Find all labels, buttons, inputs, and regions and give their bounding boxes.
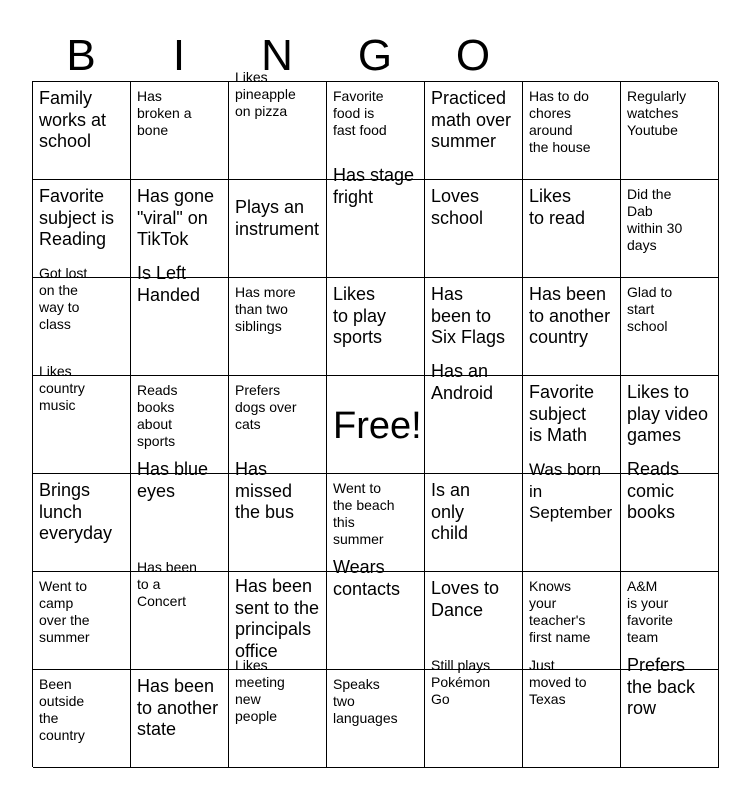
header-letter-o: O <box>455 31 491 80</box>
bingo-cell[interactable] <box>621 82 719 180</box>
cell-text: Glad to start school <box>627 284 673 334</box>
cell-text: Has stage fright <box>333 165 415 207</box>
cell-text: Has to do chores around the house <box>529 88 591 155</box>
bingo-cell[interactable] <box>523 278 621 376</box>
bingo-cell[interactable] <box>33 474 131 572</box>
bingo-cell[interactable] <box>229 459 327 572</box>
cell-text: Been outside the country <box>39 676 85 743</box>
bingo-cell[interactable] <box>229 278 327 376</box>
bingo-cell[interactable] <box>229 69 327 180</box>
bingo-cell[interactable] <box>621 459 719 572</box>
cell-text: Has broken a bone <box>137 88 192 138</box>
bingo-cell[interactable] <box>621 655 719 768</box>
bingo-cell[interactable] <box>425 180 523 278</box>
bingo-cell[interactable] <box>131 82 229 180</box>
cell-text: Knows your teacher's first name <box>529 578 591 645</box>
bingo-cell[interactable] <box>327 557 425 670</box>
bingo-cell[interactable] <box>621 180 719 278</box>
bingo-cell[interactable] <box>327 165 425 278</box>
cell-text: Went to camp over the summer <box>39 578 90 645</box>
cell-text: Has blue eyes <box>137 459 209 501</box>
header-letter-i: I <box>172 31 186 80</box>
cell-text: Was born in September <box>529 460 613 522</box>
bingo-cell[interactable] <box>327 278 425 376</box>
bingo-cell[interactable] <box>33 265 131 376</box>
cell-text: Has been to another country <box>529 284 611 347</box>
cell-text: Has been sent to the principals office <box>235 576 320 661</box>
cell-text: Just moved to Texas <box>529 657 587 707</box>
bingo-cell[interactable] <box>425 657 523 768</box>
bingo-grid <box>32 69 718 767</box>
cell-text: Has been to a Concert <box>137 559 197 609</box>
cell-text: Has gone "viral" on TikTok <box>137 186 215 249</box>
cell-text: Is an only child <box>431 480 471 543</box>
cell-text: A&M is your favorite team <box>627 578 673 645</box>
bingo-cell[interactable] <box>425 361 523 474</box>
free-space-cell[interactable] <box>327 376 425 474</box>
cell-text: Likes to play video games <box>627 382 709 445</box>
bingo-cell[interactable] <box>523 657 621 768</box>
bingo-cell[interactable] <box>523 82 621 180</box>
cell-text: Got lost on the way to class <box>39 265 88 332</box>
bingo-cell[interactable] <box>33 363 131 474</box>
cell-text: Reads books about sports <box>137 382 178 449</box>
cell-text: Likes meeting new people <box>235 657 285 724</box>
cell-text: Prefers the back row <box>627 655 696 718</box>
bingo-cell[interactable] <box>523 180 621 278</box>
header-letter-n: N <box>261 31 293 80</box>
cell-text: Brings lunch everyday <box>39 480 113 543</box>
cell-text: Wears contacts <box>333 557 401 599</box>
cell-text: Went to the beach this summer <box>333 480 395 547</box>
cell-text: Prefers dogs over cats <box>235 382 297 432</box>
bingo-cell[interactable] <box>425 572 523 670</box>
bingo-cell[interactable] <box>621 278 719 376</box>
bingo-cell[interactable] <box>327 670 425 768</box>
bingo-cell[interactable] <box>33 670 131 768</box>
bingo-cell[interactable] <box>425 474 523 572</box>
cell-text: Loves to Dance <box>431 578 500 620</box>
cell-text: Likes pineapple on pizza <box>235 69 296 119</box>
bingo-cell[interactable] <box>33 572 131 670</box>
cell-text: Loves school <box>431 186 484 228</box>
cell-text: Has been to another state <box>137 676 219 739</box>
cell-text: Has missed the bus <box>235 459 295 522</box>
cell-text: Has an Android <box>431 361 494 403</box>
bingo-cell[interactable] <box>131 670 229 768</box>
bingo-cell[interactable] <box>229 657 327 768</box>
bingo-cell[interactable] <box>523 572 621 670</box>
cell-text: Favorite food is fast food <box>333 88 387 138</box>
header-letter-g: G <box>357 31 393 80</box>
bingo-cell[interactable] <box>523 460 621 572</box>
bingo-cell[interactable] <box>425 82 523 180</box>
bingo-header <box>32 30 718 82</box>
bingo-cell[interactable] <box>229 180 327 278</box>
cell-text: Favorite subject is Math <box>529 382 595 445</box>
bingo-cell[interactable] <box>33 180 131 278</box>
bingo-cell[interactable] <box>33 82 131 180</box>
bingo-cell[interactable] <box>131 263 229 376</box>
cell-text: Has been to Six Flags <box>431 284 506 347</box>
cell-text: Reads comic books <box>627 459 680 522</box>
cell-text: Family works at school <box>39 88 107 151</box>
cell-text: Likes to play sports <box>333 284 387 347</box>
bingo-cell[interactable] <box>131 559 229 670</box>
cell-text: Likes to read <box>529 186 586 228</box>
cell-text: Likes country music <box>39 363 85 413</box>
cell-text: Still plays Pokémon Go <box>431 657 491 707</box>
cell-text: Has more than two siblings <box>235 284 296 334</box>
cell-text: Practiced math over summer <box>431 88 512 151</box>
cell-text: Plays an instrument <box>235 197 320 239</box>
header-letter-b: B <box>66 31 96 80</box>
free-space-label: Free! <box>333 405 422 447</box>
cell-text: Regularly watches Youtube <box>627 88 687 138</box>
bingo-cell[interactable] <box>229 572 327 670</box>
cell-text: Favorite subject is Reading <box>39 186 115 249</box>
bingo-cell[interactable] <box>131 459 229 572</box>
cell-text: Is Left Handed <box>137 263 201 305</box>
cell-text: Did the Dab within 30 days <box>627 186 683 253</box>
cell-text: Speaks two languages <box>333 676 398 726</box>
